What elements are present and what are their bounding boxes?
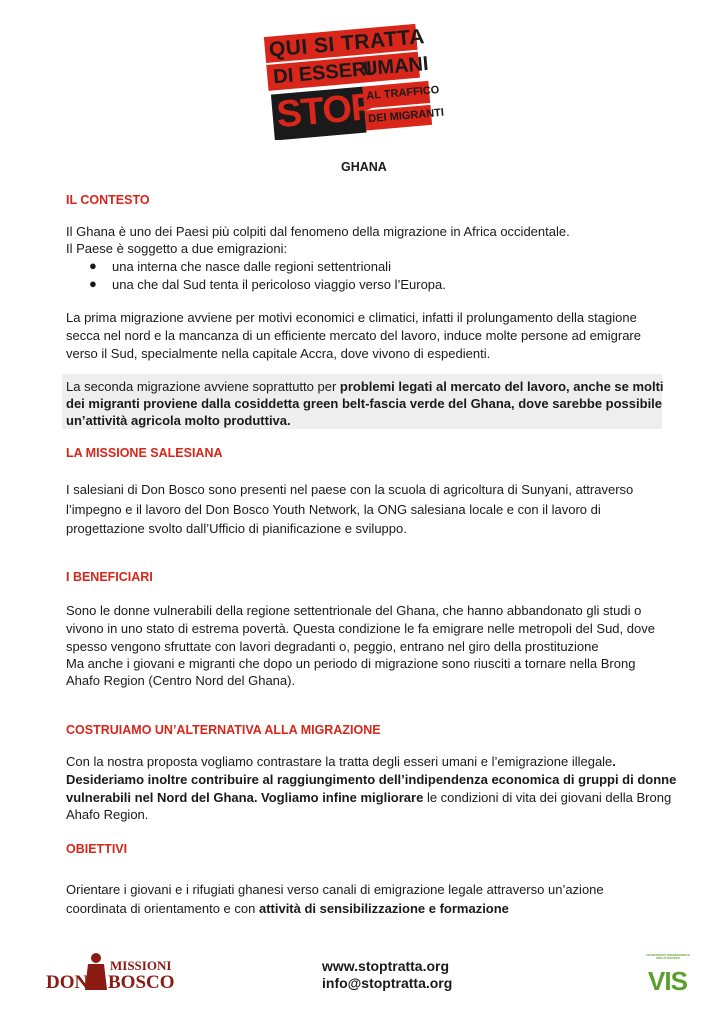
logo-line1: QUI SI TRATTA: [268, 25, 426, 62]
beneficiari-line3: spesso vengono sfruttate con lavori degradanti o, peggio, entrano nel giro della prostituzione: [66, 639, 599, 654]
alternativa-line4: Ahafo Region.: [66, 807, 149, 822]
contesto-p2-plain: La seconda migrazione avviene soprattutto per: [66, 379, 340, 394]
footer-email[interactable]: info@stoptratta.org: [322, 975, 453, 991]
alternativa-l3-bold: vulnerabili nel Nord del Ghana. Vogliamo infine migliorare: [66, 790, 424, 805]
beneficiari-line2: vivono in uno stato di estrema povertà. Questa condizione le fa emigrare nelle metropoli del Sud, dove: [66, 621, 655, 636]
alternativa-l3-plain: le condizioni di vita dei giovani della Brong: [423, 790, 672, 805]
logo-tail1: AL TRAFFICO: [365, 84, 440, 103]
missione-line3: progettazione svolto dall’Ufficio di pianificazione e sviluppo.: [66, 521, 407, 536]
heading-contesto: IL CONTESTO: [66, 193, 150, 207]
vis-logo: [646, 954, 690, 1002]
logo-line2a: DI ESSERI: [272, 57, 373, 89]
vis-small-text: VOLONTARIATO INTERNAZIONALE PER LO SVILUPPO: [646, 954, 690, 960]
contesto-bullet-1: una interna che nasce dalle regioni settentrionali: [112, 259, 391, 274]
heading-obiettivi: OBIETTIVI: [66, 842, 128, 856]
contesto-p2-line1: [66, 378, 664, 396]
missioni-don-bosco-logo: [46, 952, 175, 998]
footer-website[interactable]: www.stoptratta.org: [322, 958, 450, 974]
contesto-p2-line3: [66, 412, 291, 430]
vis-big-text: VIS: [648, 966, 687, 996]
contesto-intro1: Il Ghana è uno dei Paesi più colpiti dal fenomeno della migrazione in Africa occidentale.: [66, 224, 570, 239]
beneficiari-line1: Sono le donne vulnerabili della regione settentrionale del Ghana, che hanno abbandonato gli studi o: [66, 603, 642, 618]
obiettivi-line2: [66, 900, 509, 918]
obiettivi-line1: Orientare i giovani e i rifugiati ghanesi verso canali di emigrazione legale attraverso un’azione: [66, 882, 604, 897]
alternativa-l2-bold: Desideriamo inoltre contribuire al raggiungimento dell’indipendenza economica di gruppi di donne: [66, 772, 677, 787]
beneficiari-line4: Ma anche i giovani e migranti che dopo un periodo di migrazione sono riusciti a tornare nella Brong: [66, 656, 636, 671]
heading-alternativa: COSTRUIAMO UN’ALTERNATIVA ALLA MIGRAZIONE: [66, 723, 381, 737]
alternativa-line1: [66, 753, 616, 771]
alternativa-l1-bold: .: [612, 754, 616, 769]
alternativa-line2: [66, 771, 676, 789]
missioni-text: MISSIONI: [110, 958, 172, 973]
document-title: GHANA: [341, 160, 387, 174]
contesto-p2-bold-3: un’attività agricola molto produttiva.: [66, 413, 291, 428]
logo-line2b: UMANI: [362, 52, 430, 81]
heading-missione: LA MISSIONE SALESIANA: [66, 446, 223, 460]
heading-beneficiari: I BENEFICIARI: [66, 570, 153, 584]
contesto-p1-line1: La prima migrazione avviene per motivi economici e climatici, infatti il prolungamento della stagione: [66, 310, 637, 325]
missione-line1: I salesiani di Don Bosco sono presenti nel paese con la scuola di agricoltura di Sunyani, attraverso: [66, 482, 634, 497]
obiettivi-l2-plain: coordinata di orientamento e con: [66, 901, 259, 916]
contesto-p2-bold-2: dei migranti proviene dalla cosiddetta green belt-fascia verde del Ghana, dove sarebbe possibile: [66, 396, 663, 411]
contesto-p2-line2: [66, 395, 662, 413]
obiettivi-l2-bold: attività di sensibilizzazione e formazione: [258, 901, 509, 916]
stoptratta-logo: [262, 22, 445, 140]
alternativa-line3: [66, 789, 671, 807]
logo-stop: STOP: [274, 85, 377, 137]
alternativa-l1-plain: Con la nostra proposta vogliamo contrastare la tratta degli esseri umani e l’emigrazione illegale: [66, 754, 613, 769]
beneficiari-line5: Ahafo Region (Centro Nord del Ghana).: [66, 673, 296, 688]
contesto-p2-bold-1: problemi legati al mercato del lavoro, anche se molti: [339, 379, 664, 394]
contesto-intro2: Il Paese è soggetto a due emigrazioni:: [66, 241, 288, 256]
contesto-p1-line3: verso il Sud, specialmente nella capitale Accra, dove vivono di espedienti.: [66, 346, 491, 361]
don-text: DON: [46, 972, 89, 993]
bullet-dot: ●: [89, 276, 97, 291]
contesto-p1-line2: secca nel nord e la mancanza di un efficiente mercato del lavoro, induce molte persone ad emigrare: [66, 328, 641, 343]
bosco-text: BOSCO: [108, 972, 175, 993]
bullet-dot: ●: [89, 258, 97, 273]
missione-line2: l’impegno e il lavoro del Don Bosco Youth Network, la ONG salesiana locale e con il lavoro di: [66, 502, 601, 517]
contesto-bullet-2: una che dal Sud tenta il pericoloso viaggio verso l’Europa.: [112, 277, 446, 292]
logo-tail2: DEI MIGRANTI: [367, 106, 445, 126]
